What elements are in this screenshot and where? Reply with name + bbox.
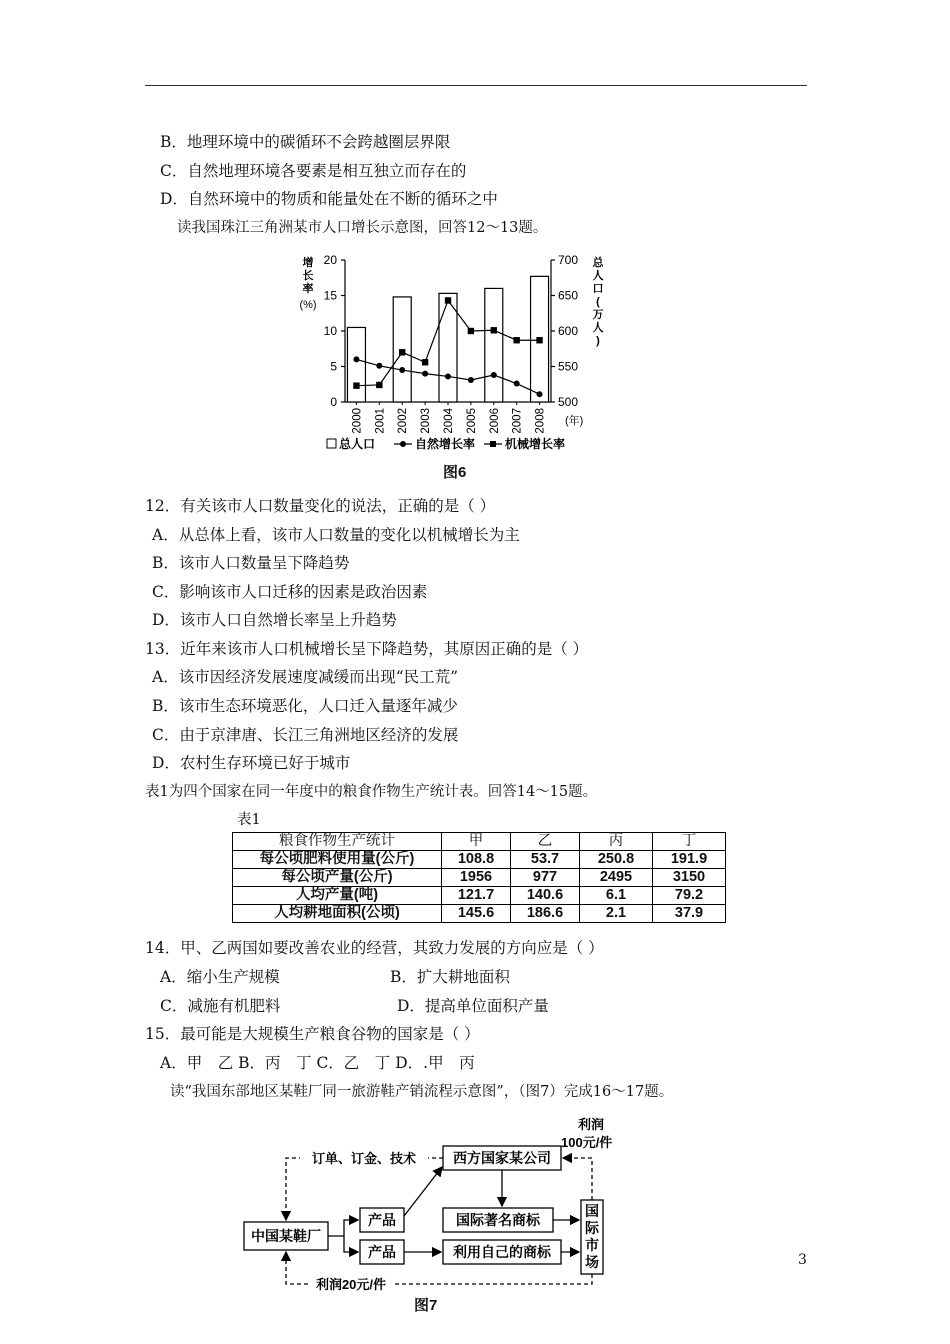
left-tick-label: 15 [323,288,337,303]
q15-stem: 15．最可能是大规模生产粮食谷物的国家是（ ） [145,1025,480,1043]
left-tick-label: 5 [330,359,337,374]
legend-population: 总人口 [339,437,376,451]
figure-7-diagram [238,1112,638,1302]
left-tick-label: 0 [330,395,337,409]
legend-natural-rate: 自然增长率 [415,437,476,451]
natural-rate-point [537,391,543,397]
x-tick-label: 2006 [488,408,501,434]
table-row [233,851,726,869]
natural-rate-point [445,373,451,379]
natural-rate-point [468,377,474,383]
product-label-1: 产品 [368,1212,396,1228]
table-1 [232,832,726,923]
natural-rate-point [399,367,405,373]
svg-text:(: ( [596,296,600,308]
population-bar [485,288,503,402]
mechanical-rate-point [422,359,428,365]
svg-text:率: 率 [302,283,314,295]
svg-text:(%): (%) [299,299,317,311]
mechanical-rate-point [353,382,359,388]
profit-top-label-1: 利润 [578,1117,605,1132]
table-cell: 每公顷肥料使用量(公斤) [233,851,442,869]
q14-stem: 14．甲、乙两国如要改善农业的经营，其致力发展的方向应是（ ） [145,939,604,957]
population-bar [347,327,365,402]
svg-text:人: 人 [592,270,604,282]
left-axis-ticks [324,253,345,409]
table-cell: 2.1 [580,905,653,923]
right-tick-label: 500 [558,395,579,409]
q14-option-c: C．减施有机肥料 [160,997,281,1015]
table-cell: 121.7 [442,887,511,905]
x-axis-ticks [351,402,546,434]
q12-option-b: B．该市人口数量呈下降趋势 [152,554,350,572]
figure-6-chart [290,246,620,458]
table-cell: 250.8 [580,851,653,869]
q11-option-d: D．自然环境中的物质和能量处在不断的循环之中 [160,190,498,208]
table-cell: 140.6 [511,887,580,905]
table-cell: 191.9 [653,851,726,869]
table-cell: 每公顷产量(公斤) [233,869,442,887]
legend-mechanical-rate: 机械增长率 [505,437,566,451]
q14-option-a: A．缩小生产规模 [160,968,280,986]
figure-6-caption: 图6 [443,464,467,481]
page-number: 3 [798,1252,807,1268]
table-cell: 108.8 [442,851,511,869]
mechanical-rate-point [445,297,451,303]
svg-text:口: 口 [592,283,604,295]
natural-rate-point [422,371,428,377]
left-axis-title [299,255,316,311]
market-char: 场 [585,1254,599,1270]
table-cell: 2495 [580,869,653,887]
table-header-cell: 甲 [442,833,511,851]
q14-option-b: B．扩大耕地面积 [390,968,510,986]
x-tick-label: 2005 [465,408,478,434]
profit-top-label-2: 100元/件 [561,1135,613,1150]
right-axis-ticks [551,253,578,409]
profit-bottom-label: 利润20元/件 [315,1277,387,1292]
right-tick-label: 600 [558,324,579,338]
q12-option-a: A．从总体上看，该市人口数量的变化以机械增长为主 [152,526,520,544]
left-tick-label: 10 [323,324,337,338]
right-tick-label: 700 [558,253,579,267]
x-tick-label: 2002 [397,408,410,434]
intro-16-17: 读“我国东部地区某鞋厂同一旅游鞋产销流程示意图”，（图7）完成16～17题。 [170,1084,674,1100]
q12-stem: 12．有关该市人口数量变化的说法，正确的是（ ） [145,497,496,515]
factory-label: 中国某鞋厂 [251,1228,321,1244]
table-header-cell: 乙 [511,833,580,851]
header-rule [145,85,807,86]
table-cell: 3150 [653,869,726,887]
table-row [233,887,726,905]
figure-7-caption: 图7 [414,1297,438,1314]
svg-text:长: 长 [302,270,314,282]
svg-text:总: 总 [592,257,604,269]
right-tick-label: 550 [558,359,579,374]
natural-rate-point [491,372,497,378]
western-company-label: 西方国家某公司 [453,1150,551,1166]
own-brand-label: 利用自己的商标 [453,1244,551,1260]
table-1-label: 表1 [237,812,261,828]
x-tick-label: 2008 [534,408,547,434]
mechanical-rate-point [513,337,519,343]
q13-option-c: C．由于京津唐、长江三角洲地区经济的发展 [152,726,459,744]
intl-brand-label: 国际著名商标 [456,1212,540,1228]
table-cell: 977 [511,869,580,887]
intro-14-15: 表1为四个国家在同一年度中的粮食作物生产统计表。回答14～15题。 [145,784,598,800]
x-unit: (年) [565,415,584,427]
table-cell: 1956 [442,869,511,887]
table-cell: 6.1 [580,887,653,905]
table-cell: 人均产量(吨) [233,887,442,905]
q13-option-b: B．该市生态环境恶化，人口迁入量逐年减少 [152,697,458,715]
q12-option-c: C．影响该市人口迁移的因素是政治因素 [152,583,428,601]
market-char: 市 [585,1237,599,1253]
table-cell: 53.7 [511,851,580,869]
q13-option-a: A．该市因经济发展速度减缓而出现“民工荒” [152,668,459,686]
q14-option-d: D．提高单位面积产量 [397,997,549,1015]
q15-options: A．甲 乙 B．丙 丁 C．乙 丁 D．.甲 丙 [160,1054,475,1072]
mechanical-rate-point [399,349,405,355]
x-tick-label: 2007 [511,408,524,434]
svg-text:人: 人 [592,322,604,334]
product-label-2: 产品 [368,1244,396,1260]
order-label: 订单、订金、技术 [311,1151,417,1166]
mechanical-rate-point [491,327,497,333]
left-tick-label: 20 [323,253,337,267]
x-tick-label: 2001 [374,408,387,434]
q13-option-d: D．农村生存环境已好于城市 [152,754,351,772]
q13-stem: 13．近年来该市人口机械增长呈下降趋势，其原因正确的是（ ） [145,640,589,658]
q12-option-d: D．该市人口自然增长率呈上升趋势 [152,611,397,629]
x-tick-label: 2004 [443,408,455,434]
right-tick-label: 650 [558,288,579,303]
mechanical-rate-point [536,337,542,343]
table-cell: 79.2 [653,887,726,905]
svg-text:万: 万 [592,309,604,321]
q11-option-c: C．自然地理环境各要素是相互独立而存在的 [160,162,467,180]
svg-text:): ) [596,335,600,347]
mechanical-rate-point [468,328,474,334]
natural-rate-point [514,381,520,387]
table-header-row [233,833,726,851]
table-header-cell: 丙 [580,833,653,851]
table-cell: 37.9 [653,905,726,923]
table-header-cell: 丁 [653,833,726,851]
right-axis-title [593,255,605,347]
x-tick-label: 2003 [420,408,433,434]
table-cell: 145.6 [442,905,511,923]
natural-rate-point [376,363,382,369]
natural-rate-point [353,356,359,362]
table-cell: 人均耕地面积(公顷) [233,905,442,923]
market-char: 国 [585,1203,599,1219]
q11-option-b: B．地理环境中的碳循环不会跨越圈层界限 [160,133,451,151]
market-char: 际 [585,1220,599,1236]
table-row [233,905,726,923]
table-header-cell: 粮食作物生产统计 [233,833,442,851]
mechanical-rate-point [376,382,382,388]
svg-text:增: 增 [302,257,314,269]
intro-12-13: 读我国珠江三角洲某市人口增长示意图，回答12～13题。 [177,220,548,236]
table-row [233,869,726,887]
x-tick-label: 2000 [351,408,364,434]
table-cell: 186.6 [511,905,580,923]
chart-legend [327,436,565,451]
